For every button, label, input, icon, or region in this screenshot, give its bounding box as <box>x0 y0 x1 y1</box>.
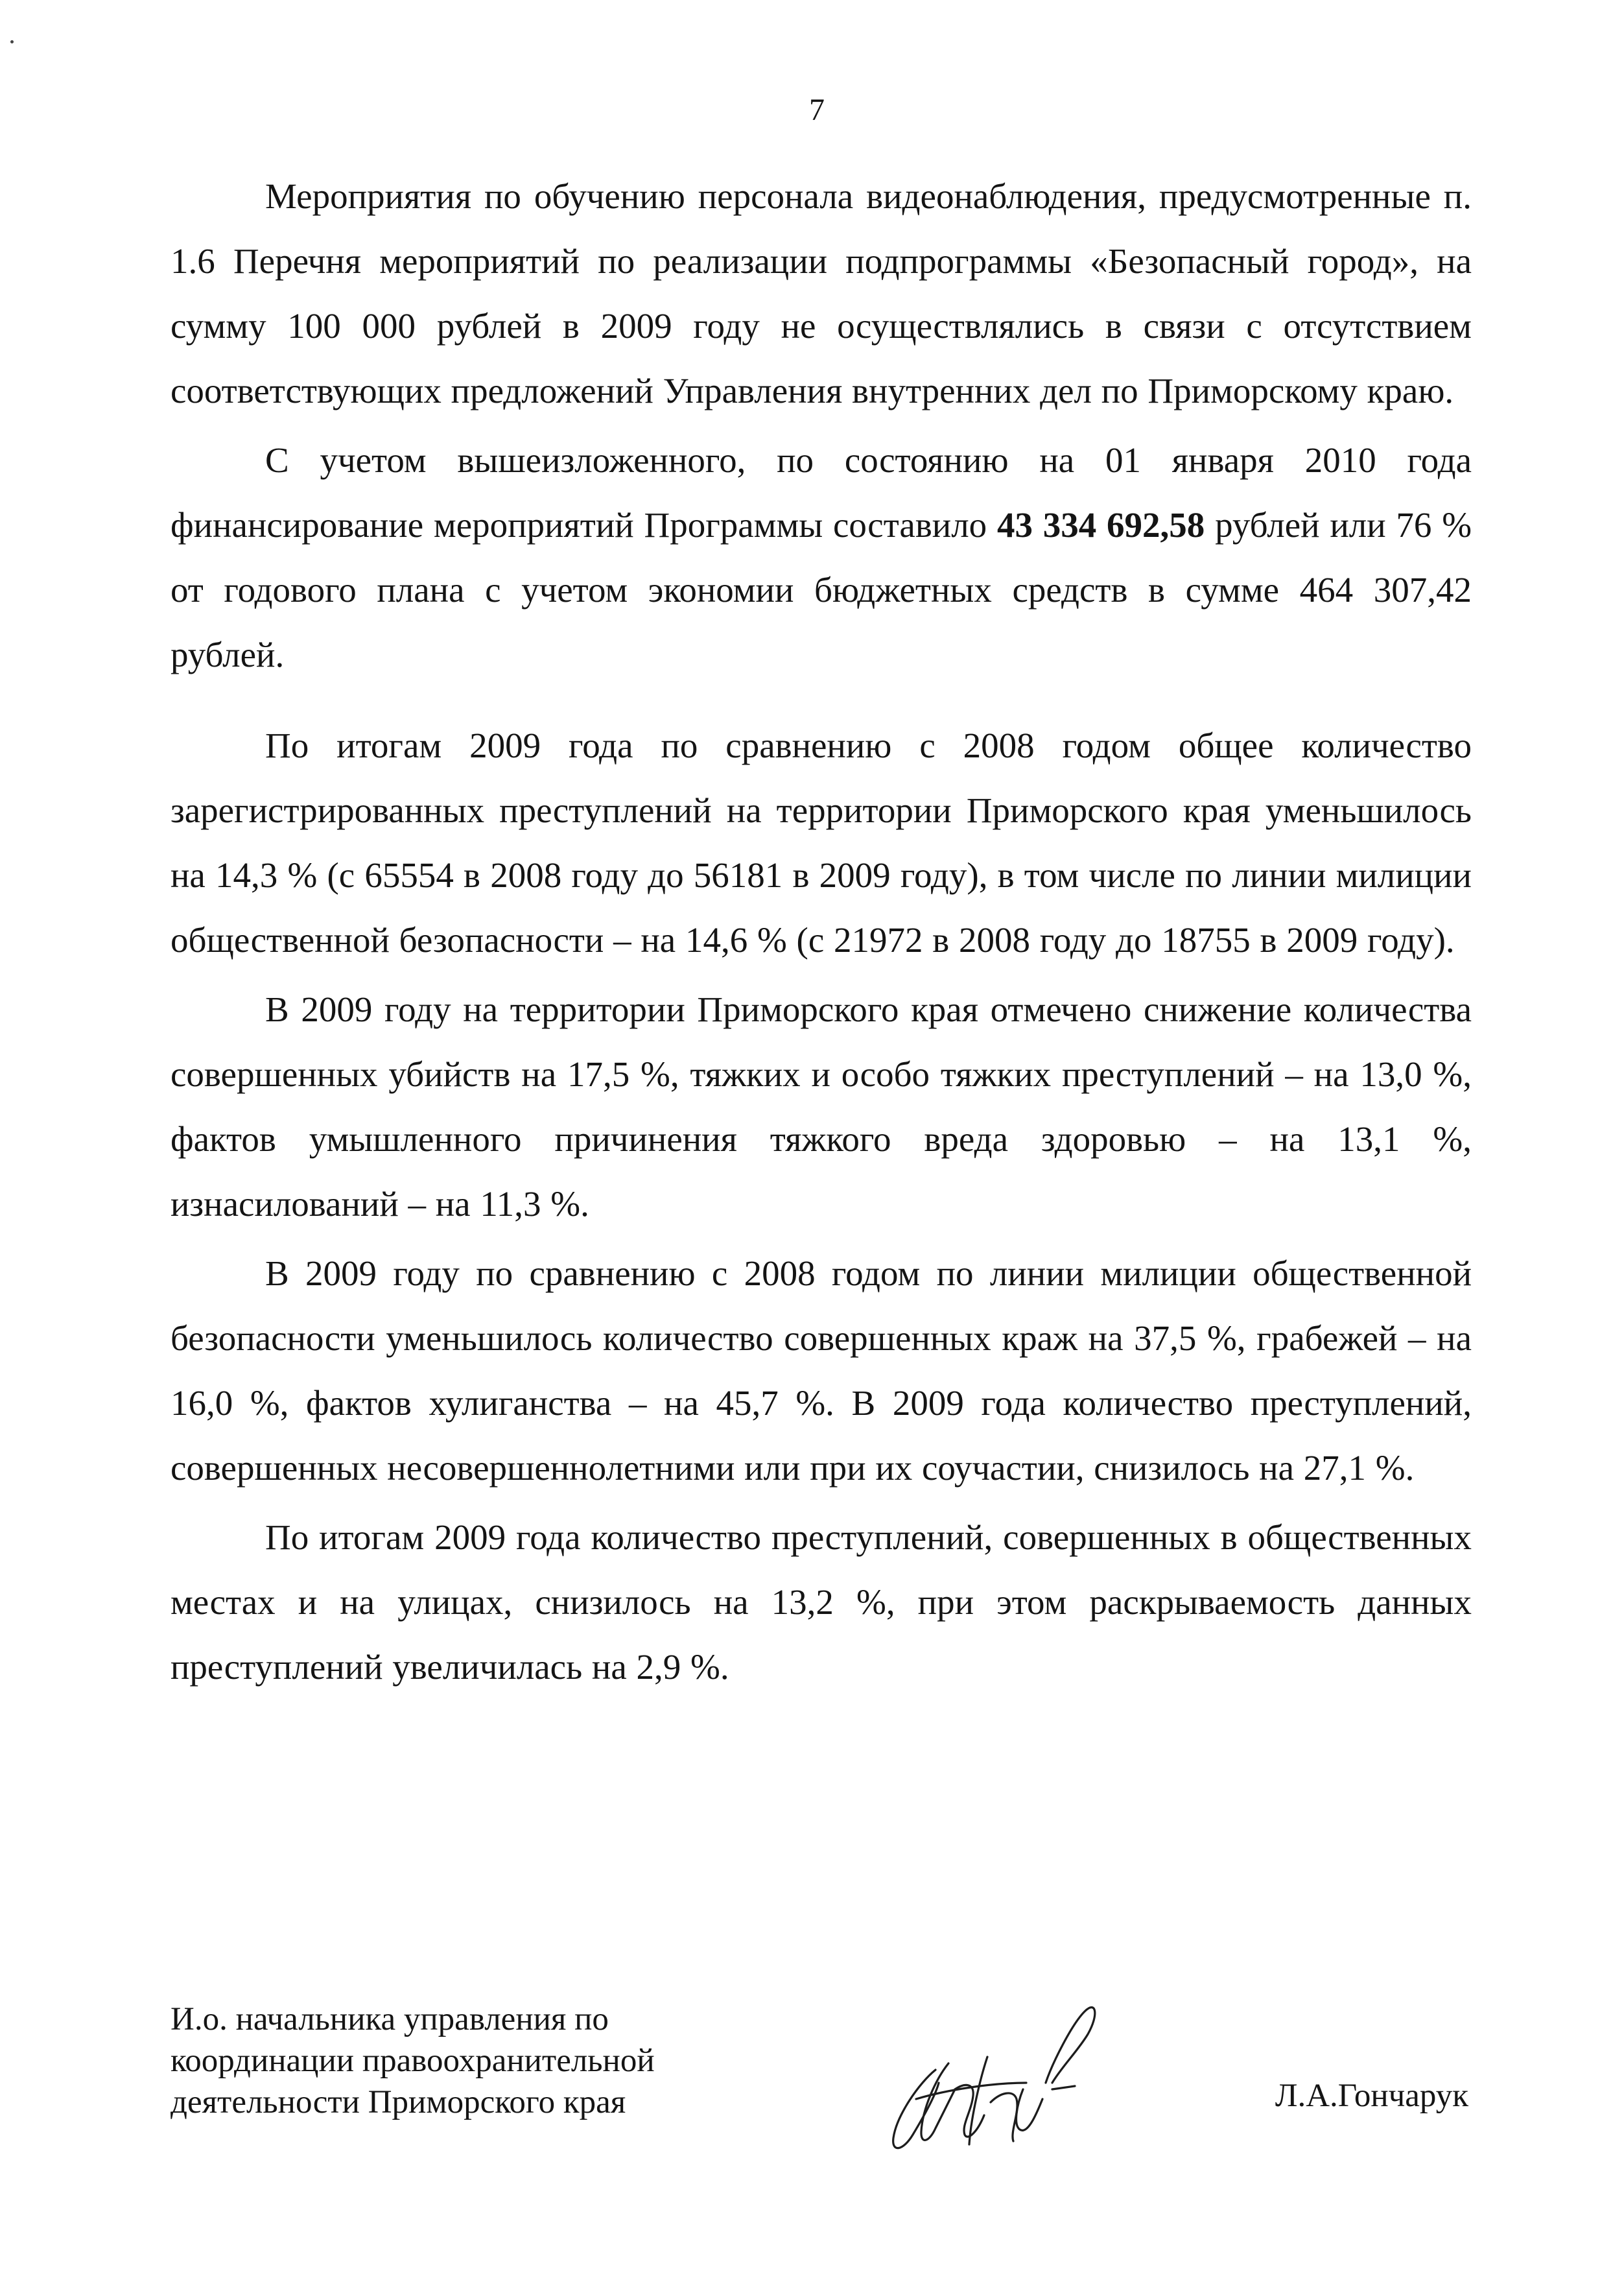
position-line: координации правоохранительной <box>171 2043 655 2079</box>
document-body <box>171 164 1472 1700</box>
position-line: деятельности Приморского края <box>171 2084 626 2120</box>
financing-amount: 43 334 692,58 <box>996 505 1205 545</box>
position-line: И.о. начальника управления по <box>171 2001 609 2037</box>
paragraph-street-crimes: По итогам 2009 года количество преступлений, совершенных в общественных местах и на улицах, снизилось на 13,2 %, при этом раскрываемость данных преступлений увеличилась на 2,9 %. <box>171 1517 1472 1687</box>
financing-text-start: С учетом вышеизложенного, по состоянию на 01 января 2010 года финансирование мероприятий Программы составило <box>171 440 1472 545</box>
handwritten-signature <box>858 1986 1130 2167</box>
paragraph-public-safety: В 2009 году по сравнению с 2008 годом по линии милиции общественной безопасности уменьшилось количество совершенных краж на 37,5 %, грабежей – на 16,0 %, фактов хулиганства – на 45,7 %. В 2009 года количество преступлений, совершенных несовершеннолетними или при их соучастии, снизилось на 27,1 %. <box>171 1253 1472 1488</box>
paragraph-serious-crimes: В 2009 году на территории Приморского края отмечено снижение количества совершенных убийств на 17,5 %, тяжких и особо тяжких преступлений – на 13,0 %, фактов умышленного причинения тяжкого вреда здоровью – на 13,1 %, изнасилований – на 11,3 %. <box>171 990 1472 1224</box>
page-number: 7 <box>809 93 825 127</box>
signature-block <box>171 1999 1472 2167</box>
financing-text-end: рублей или 76 % от годового плана с учетом экономии бюджетных средств в сумме 464 307,42 рублей. <box>171 505 1472 674</box>
paragraph-financing <box>171 428 1472 687</box>
signatory-name: Л.А.Гончарук <box>1275 2078 1468 2114</box>
signatory-position <box>171 1999 819 2123</box>
paragraph-crime-total: По итогам 2009 года по сравнению с 2008 годом общее количество зарегистрированных преступлений на территории Приморского края уменьшилось на 14,3 % (с 65554 в 2008 году до 56181 в 2009 году), в том числе по линии милиции общественной безопасности – на 14,6 % (с 21972 в 2008 году до 18755 в 2009 году). <box>171 726 1472 960</box>
paragraph-training: Мероприятия по обучению персонала видеонаблюдения, предусмотренные п. 1.6 Перечня мероприятий по реализации подпрограммы «Безопасный город», на сумму 100 000 рублей в 2009 году не осуществлялись в связи с отсутствием соответствующих предложений Управления внутренних дел по Приморскому краю. <box>171 176 1472 410</box>
scan-speck <box>10 40 14 43</box>
